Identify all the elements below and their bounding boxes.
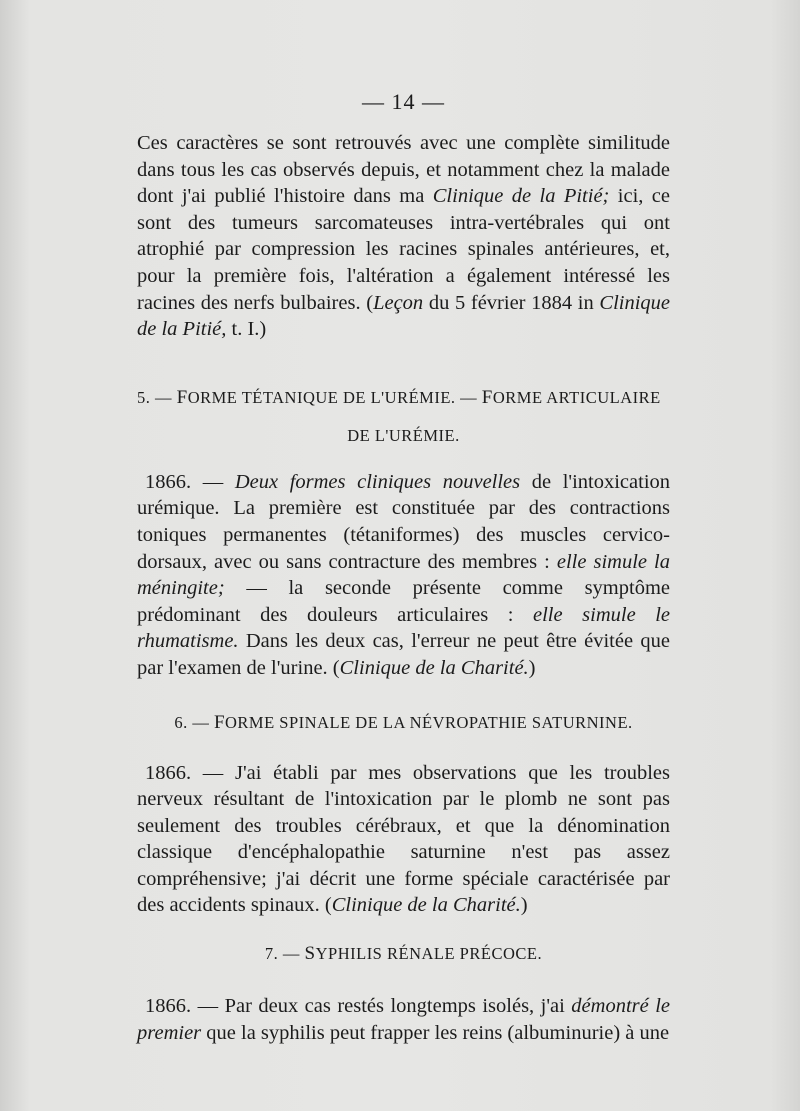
- page-number: — 14 —: [362, 89, 445, 114]
- section-7-heading: [137, 941, 670, 967]
- section-5-text-3: — la seconde présente comme symptôme prédominant des douleurs articulaires :: [137, 577, 670, 626]
- section-6-number: 6. —: [174, 712, 210, 732]
- section-5-heading-text-1: ORME TÉTANIQUE DE L'URÉMIE. —: [187, 387, 478, 407]
- section-7-number: 7. —: [264, 944, 300, 964]
- section-7-heading-text: YPHILIS RÉNALE PRÉCOCE.: [315, 944, 543, 964]
- section-5-text-4: Dans les deux cas, l'erreur ne peut être évitée que par l'examen de l'urine. (: [137, 630, 670, 679]
- section-5-italic-3: elle simule le rhumatisme.: [137, 603, 671, 653]
- section-6-text-2: ): [520, 894, 528, 917]
- section-6-year: 1866.: [145, 761, 192, 784]
- section-5-heading-line-2: DE L'URÉMIE.: [347, 425, 460, 445]
- intro-paragraph: [137, 130, 670, 343]
- section-6-heading: [137, 710, 670, 736]
- section-5-paragraph: [137, 469, 670, 682]
- section-5-heading-text-2: ORME ARTICULAIRE: [492, 387, 661, 407]
- section-6-italic-1: Clinique de la Charité.: [331, 894, 521, 917]
- section-5-italic-4: Clinique de la Charité.: [339, 656, 529, 679]
- intro-italic-1: Clinique de la Pitié;: [432, 185, 610, 208]
- intro-italic-3: Clinique de la Pitié,: [137, 291, 671, 341]
- section-6-paragraph: [137, 760, 670, 920]
- section-5-text-1: —: [191, 470, 235, 493]
- section-7-text-2: que la syphilis peut frapper les reins (albuminurie) à une: [201, 1021, 670, 1044]
- intro-text-2: ici, ce sont des tumeurs sarcomateuses intra-vertébrales qui ont atrophié par compression les racines spinales antérieures, et, pour la première fois, l'altération a également intéressé les racines des nerfs bulbaires. (: [137, 185, 670, 314]
- section-6-text-1: — J'ai établi par mes observations que les troubles nerveux résultant de l'intoxication par le plomb ne sont pas seulement des troubles cérébraux, et que la dénomination classique d'encéphalopathie saturnine n'est pas assez compréhensive; j'ai décrit une forme spéciale caractérisée par des accidents spinaux. (: [137, 761, 670, 917]
- section-7-text-1: — Par deux cas restés longtemps isolés, j'ai: [191, 995, 572, 1018]
- intro-text-4: t. I.): [226, 318, 267, 341]
- intro-text-1: Ces caractères se sont retrouvés avec une complète similitude dans tous les cas observés depuis, et notamment chez la malade dont j'ai publié l'histoire dans ma: [137, 132, 670, 208]
- section-5-text-5: ): [528, 656, 536, 679]
- section-6-heading-cap: F: [213, 711, 226, 733]
- section-5-italic-1: Deux formes cliniques nouvelles: [234, 470, 521, 493]
- section-5-number: 5. —: [137, 387, 172, 407]
- section-7-italic-1: démontré le premier: [137, 995, 670, 1044]
- intro-text-3: du 5 février 1884 in: [423, 291, 600, 314]
- section-5-italic-2: elle simule la méningite;: [137, 550, 670, 600]
- section-7-heading-cap: S: [304, 943, 316, 965]
- section-7-paragraph: [137, 993, 670, 1046]
- section-7-year: 1866.: [145, 995, 192, 1018]
- section-6-heading-text: ORME SPINALE DE LA NÉVROPATHIE SATURNINE.: [225, 712, 633, 732]
- page-content: [137, 88, 670, 1046]
- section-5-year: 1866.: [145, 470, 192, 493]
- section-5-heading: [137, 385, 670, 411]
- section-5-heading-cap-2: F: [481, 386, 493, 408]
- intro-italic-2: Leçon: [373, 291, 424, 314]
- section-5-heading-cap-1: F: [176, 386, 188, 408]
- section-5-text-2: de l'intoxication urémique. La première est constituée par des contractions toniques permanentes (tétaniformes) des muscles cervico-dorsaux, avec ou sans contracture des membres :: [137, 470, 671, 573]
